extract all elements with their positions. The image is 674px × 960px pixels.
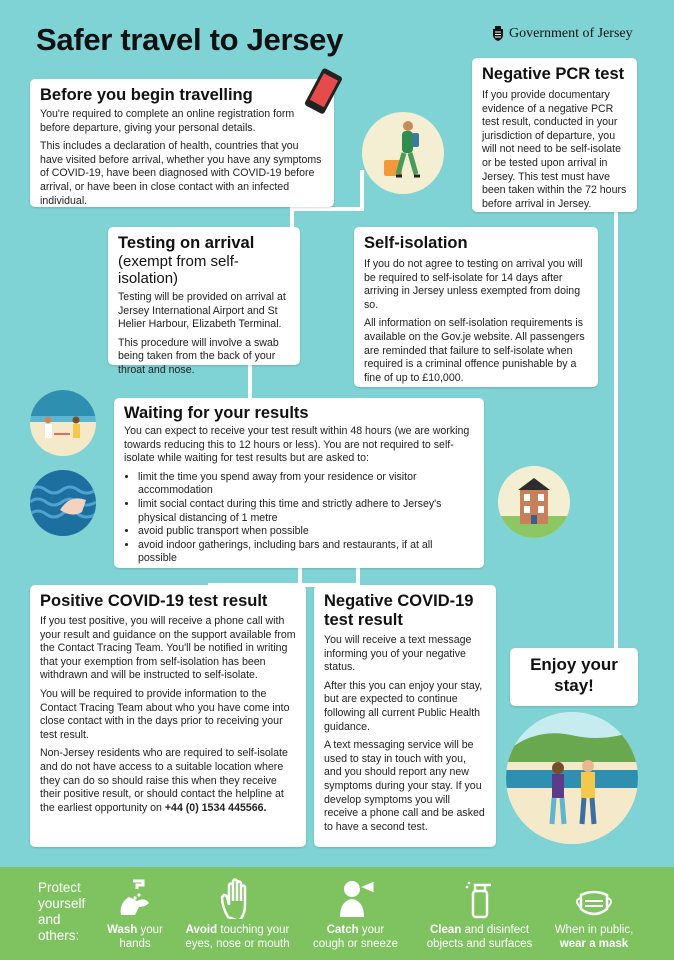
- protect-line: Protect: [38, 880, 81, 895]
- beach-distancing-illustration: [30, 390, 96, 456]
- enjoy-line-1: Enjoy your: [530, 655, 618, 674]
- government-logo: [492, 26, 633, 42]
- tip-text: and disinfect: [461, 924, 530, 936]
- traveller-illustration: [362, 112, 444, 194]
- tip-text: touching your: [217, 924, 290, 936]
- positive-title: Positive COVID-19 test result: [40, 592, 268, 610]
- positive-text-3: [40, 747, 296, 815]
- government-name: Government of Jersey: [509, 26, 633, 41]
- tip-text: your: [137, 924, 163, 936]
- tip-wash-hands: [100, 867, 170, 960]
- isolation-text-1: If you do not agree to testing on arrival you will be required to self-isolate for 14 days after arriving in Jersey unless exempted from doing so.: [364, 258, 583, 311]
- negative-text-1: You will receive a text message informing you of your negative status.: [324, 634, 472, 674]
- negative-title-1: Negative COVID-19: [324, 592, 474, 610]
- pcr-card: [472, 58, 637, 212]
- testing-text-2: This procedure will involve a swab being taken from the back of your throat and nose.: [118, 336, 279, 376]
- helpline-number: +44 (0) 1534 445566.: [164, 801, 267, 814]
- testing-subtitle: (exempt from self-isolation): [118, 253, 239, 287]
- tip-text: your: [358, 924, 385, 936]
- beach-couple-illustration: [506, 712, 638, 844]
- waiting-results-card: [114, 398, 484, 568]
- mask-icon: [571, 889, 617, 919]
- before-title: Before you begin travelling: [40, 86, 253, 104]
- hand-icon: [220, 877, 256, 919]
- list-item: • avoid public transport when possible: [138, 525, 474, 539]
- tip-bold: wear a mask: [559, 938, 629, 950]
- before-text-2: This includes a declaration of health, countries that you have visited before arrival, whether you have any symptoms of COVID-19, have been diagnosed with COVID-19 before arrival, or have been in close contact with an infected individual.: [40, 140, 322, 207]
- pcr-title: Negative PCR test: [482, 65, 625, 83]
- testing-text-1: Testing will be provided on arrival at Jersey International Airport and St Helier Harbour, Elizabeth Terminal.: [118, 291, 286, 331]
- tip-clean-surfaces: [417, 867, 542, 960]
- crest-icon: [492, 26, 504, 42]
- house-illustration: [498, 466, 570, 538]
- waiting-title: Waiting for your results: [124, 404, 309, 422]
- protect-line: others:: [38, 928, 80, 943]
- tip-text: When in public,: [554, 924, 634, 936]
- negative-title-2: test result: [324, 611, 403, 629]
- connector: [360, 170, 364, 211]
- testing-title: Testing on arrival: [118, 234, 255, 252]
- handwash-icon: [115, 879, 155, 919]
- tip-bold: Wash: [107, 924, 138, 936]
- list-item: • limit social contact during this time and strictly adhere to Jersey's physical distancing of 1 metre: [138, 498, 474, 525]
- protect-line: yourself: [38, 896, 86, 911]
- negative-text-3: A text messaging service will be used to stay in touch with you, and you should report any new symptoms during your stay. If you develop symptoms you will receive a phone call and be asked to have a second test.: [324, 739, 485, 833]
- list-item: • limit the time you spend away from your residence or visitor accommodation: [138, 471, 474, 498]
- tip-text: cough or sneeze: [312, 938, 399, 950]
- tip-avoid-touching: [175, 867, 300, 960]
- tip-bold: Clean: [429, 924, 462, 936]
- isolation-title: Self-isolation: [364, 234, 468, 252]
- negative-text-2: After this you can enjoy your stay, but are expected to continue following all current Public Health guidance.: [324, 679, 483, 733]
- tip-text: eyes, nose or mouth: [185, 938, 290, 950]
- tip-bold: Catch: [326, 924, 359, 936]
- before-travelling-card: [30, 79, 334, 207]
- phone-icon: [300, 66, 346, 118]
- tip-text: objects and surfaces: [426, 938, 533, 950]
- enjoy-stay-card: [510, 648, 638, 706]
- tip-wear-mask: [546, 867, 642, 960]
- handwash-illustration: [30, 470, 96, 536]
- protect-line: and: [38, 912, 61, 927]
- enjoy-line-2: stay!: [554, 676, 594, 695]
- testing-card: [108, 227, 300, 376]
- pcr-text: If you provide documentary evidence of a negative PCR test result, conducted in your jurisdiction of departure, you will not need to be self-isolate or be tested upon arrival in Jersey. This test must have been taken within the 72 hours before arrival in Jersey.: [482, 89, 627, 210]
- positive-text-1: If you test positive, you will receive a phone call with your result and guidance on the support available from the Contact Tracing Team. You'll be notified in writing that your exemption from self-isolation has been withdrawn and will be instructed to self-isolate.: [40, 615, 296, 682]
- page-title: Safer travel to Jersey: [36, 22, 344, 57]
- positive-text-2: You will be required to provide information to the Contact Tracing Team about who you have come into close contact with in the days prior to receiving your test result.: [40, 687, 290, 741]
- protect-label: [38, 880, 85, 944]
- sneeze-icon: [334, 877, 378, 919]
- self-isolation-card: [354, 227, 598, 387]
- list-item: • avoid indoor gatherings, including bars and restaurants, if at all possible: [138, 539, 474, 566]
- before-text-1: You're required to complete an online registration form before departure, giving your personal details.: [40, 108, 295, 134]
- positive-text-3-body: Non-Jersey residents who are required to self-isolate and do not have access to a suitable location where they can do so should raise this when they receive their positive result, or should contact the helpline at the earliest opportunity on: [40, 747, 288, 814]
- negative-result-card: [314, 585, 496, 847]
- waiting-list: [124, 471, 474, 566]
- spray-bottle-icon: [465, 877, 495, 919]
- positive-result-card: [30, 585, 306, 847]
- isolation-text-2: All information on self-isolation requirements is available on the Gov.je website. All passengers are reminded that failure to self-isolate when required is a criminal offence punishable by a fine of up to £10,000.: [364, 317, 585, 384]
- tip-text: hands: [119, 938, 151, 950]
- tip-bold: Avoid: [185, 924, 218, 936]
- tip-catch-cough: [303, 867, 408, 960]
- waiting-text: You can expect to receive your test result within 48 hours (we are working towards reducing this to 12 hours or less). You are not required to self-isolate while waiting for test results but are asked to:: [124, 425, 470, 465]
- connector: [614, 210, 618, 650]
